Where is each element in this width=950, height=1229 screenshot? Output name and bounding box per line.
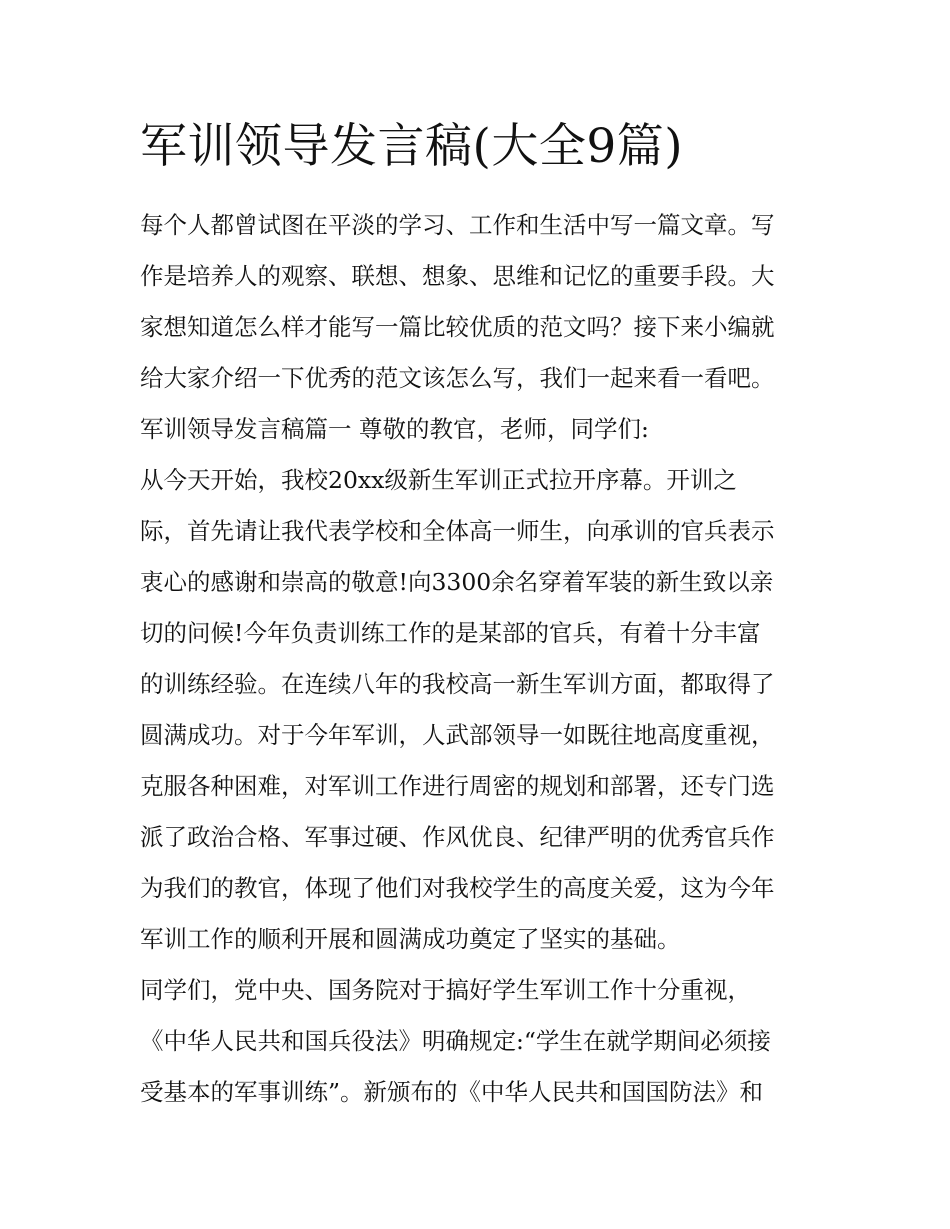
paragraph-line: 家想知道怎么样才能写一篇比较优质的范文吗？接下来小编就 xyxy=(140,313,775,341)
paragraph-line: 给大家介绍一下优秀的范文该怎么写，我们一起来看一看吧。 xyxy=(140,364,775,392)
paragraph-line: 同学们，党中央、国务院对于搞好学生军训工作十分重视， xyxy=(140,976,751,1004)
paragraph-line: 从今天开始，我校20xx级新生军训正式拉开序幕。开训之 xyxy=(140,466,737,494)
paragraph-line: 军训工作的顺利开展和圆满成功奠定了坚实的基础。 xyxy=(140,925,681,953)
paragraph-line: 衷心的感谢和崇高的敬意!向3300余名穿着军装的新生致以亲 xyxy=(140,568,774,596)
paragraph-line: 际，首先请让我代表学校和全体高一师生，向承训的官兵表示 xyxy=(140,517,775,545)
paragraph-line: 为我们的教官，体现了他们对我校学生的高度关爱，这为今年 xyxy=(140,874,775,902)
paragraph-line: 的训练经验。在连续八年的我校高一新生军训方面，都取得了 xyxy=(140,670,775,698)
paragraph-line: 派了政治合格、军事过硬、作风优良、纪律严明的优秀官兵作 xyxy=(140,823,775,851)
paragraph-line: 作是培养人的观察、联想、想象、思维和记忆的重要手段。大 xyxy=(140,262,775,290)
paragraph-line: 圆满成功。对于今年军训，人武部领导一如既往地高度重视， xyxy=(140,721,775,749)
paragraph-line: 克服各种困难，对军训工作进行周密的规划和部署，还专门选 xyxy=(140,772,775,800)
document-body xyxy=(140,200,820,1118)
paragraph-line: 切的问候!今年负责训练工作的是某部的官兵，有着十分丰富 xyxy=(140,619,761,647)
section-heading-line: 军训领导发言稿篇一 尊敬的教官，老师，同学们: xyxy=(140,415,649,443)
paragraph-line: 《中华人民共和国兵役法》明确规定:“学生在就学期间必须接 xyxy=(140,1027,771,1055)
paragraph-line: 每个人都曾试图在平淡的学习、工作和生活中写一篇文章。写 xyxy=(140,211,775,239)
paragraph-line: 受基本的军事训练”。新颁布的《中华人民共和国国防法》和 xyxy=(140,1078,764,1106)
document-title: 军训领导发言稿(大全9篇) xyxy=(140,119,684,174)
